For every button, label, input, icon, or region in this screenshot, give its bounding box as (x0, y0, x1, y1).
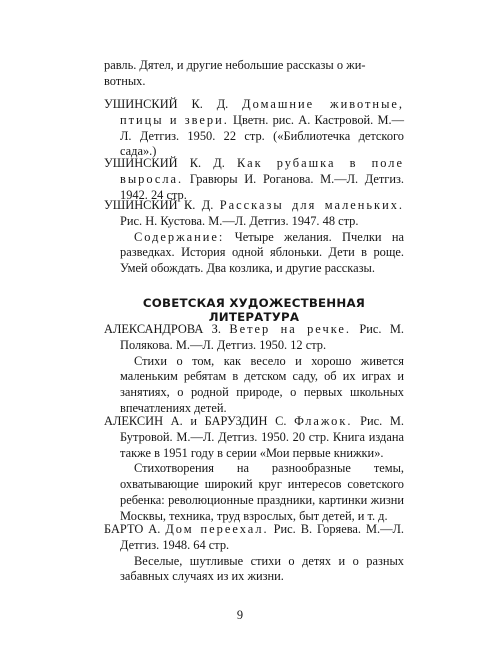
entry-details: Рис. М. Полякова. М.—Л. Детгиз. 1950. 12 стр. (120, 322, 404, 352)
entry-ushinsky-domashnie (104, 97, 404, 160)
entry-author: УШИНСКИЙ К. Д. (104, 156, 225, 170)
contents-label: Содержание: (134, 229, 225, 244)
entry-details: Гравюры И. Роганова. М.—Л. Детгиз. 1942. 24 стр. (120, 171, 404, 202)
entry-title: Дом переехал. (165, 522, 269, 536)
entry-title: Флажок. (294, 414, 353, 428)
entry-author: УШИНСКИЙ К. Д. (104, 198, 214, 212)
entry-ushinsky-rubashka (104, 156, 404, 203)
entry-title: Домашние животные, птицы и звери. (120, 97, 404, 127)
entry-details: Рис. Н. Кустова. М.—Л. Детгиз. 1947. 48 стр. (120, 213, 359, 228)
entry-continued (104, 58, 404, 90)
contents-text: Четыре желания. Пчелки на разведках. История одной яблоньки. Дети в роще. Умей обождать. Два козлика, и другие рассказы. (120, 229, 404, 276)
entry-details: Рис. В. Горяева. М.—Л. Детгиз. 1948. 64 стр. (120, 522, 404, 552)
entry-aleksandrova (104, 322, 404, 417)
entry-author: УШИНСКИЙ К. Д. (104, 97, 229, 111)
entry-annotation: Стихотворения на разнообразные темы, охватывающие широкий круг интересов советского ребенка: революционные праздники, картинки жизни Москвы, техника, труд взрослых, быт детей, и т. д. (120, 461, 404, 523)
entry-author: АЛЕКСАНДРОВА З. (104, 322, 221, 336)
section-heading: СОВЕТСКАЯ ХУДОЖЕСТВЕННАЯ ЛИТЕРАТУРА (142, 296, 366, 324)
entry-author: БАРТО А. (104, 522, 161, 536)
entry-title: Рассказы для маленьких. (219, 198, 404, 212)
entry-title: Ветер на речке. (229, 322, 352, 336)
entry-annotation: Веселые, шутливые стихи о детях и о разных забавных случаях из их жизни. (120, 553, 404, 584)
entry-aleksin-baruzdin (104, 414, 404, 525)
page-number: 9 (236, 608, 244, 622)
entry-annotation: Стихи о том, как весело и хорошо живется маленьким ребятам в детском саду, об их играх и занятиях, о родной природе, о первых школьных впечатлениях детей. (120, 353, 404, 415)
entry-ushinsky-rasskazy (104, 198, 404, 277)
entry-note: Книга издана также в 1951 году в серии «Мои первые книжки». (120, 429, 404, 460)
entry-barto (104, 522, 404, 585)
entry-details: Цветн. рис. А. Кастровой. М.—Л. Детгиз. 1950. 22 стр. («Библиотечка детского сада».) (120, 112, 404, 159)
entry-line: вотных. (104, 73, 146, 88)
entry-line: равль. Дятел, и другие небольшие рассказы о жи- (104, 58, 366, 72)
entry-details: Рис. М. Бутровой. М.—Л. Детгиз. 1950. 20 стр. (120, 414, 404, 444)
entry-title: Как рубашка в поле выросла. (120, 156, 404, 186)
entry-author: АЛЕКСИН А. и БАРУЗДИН С. (104, 414, 287, 428)
